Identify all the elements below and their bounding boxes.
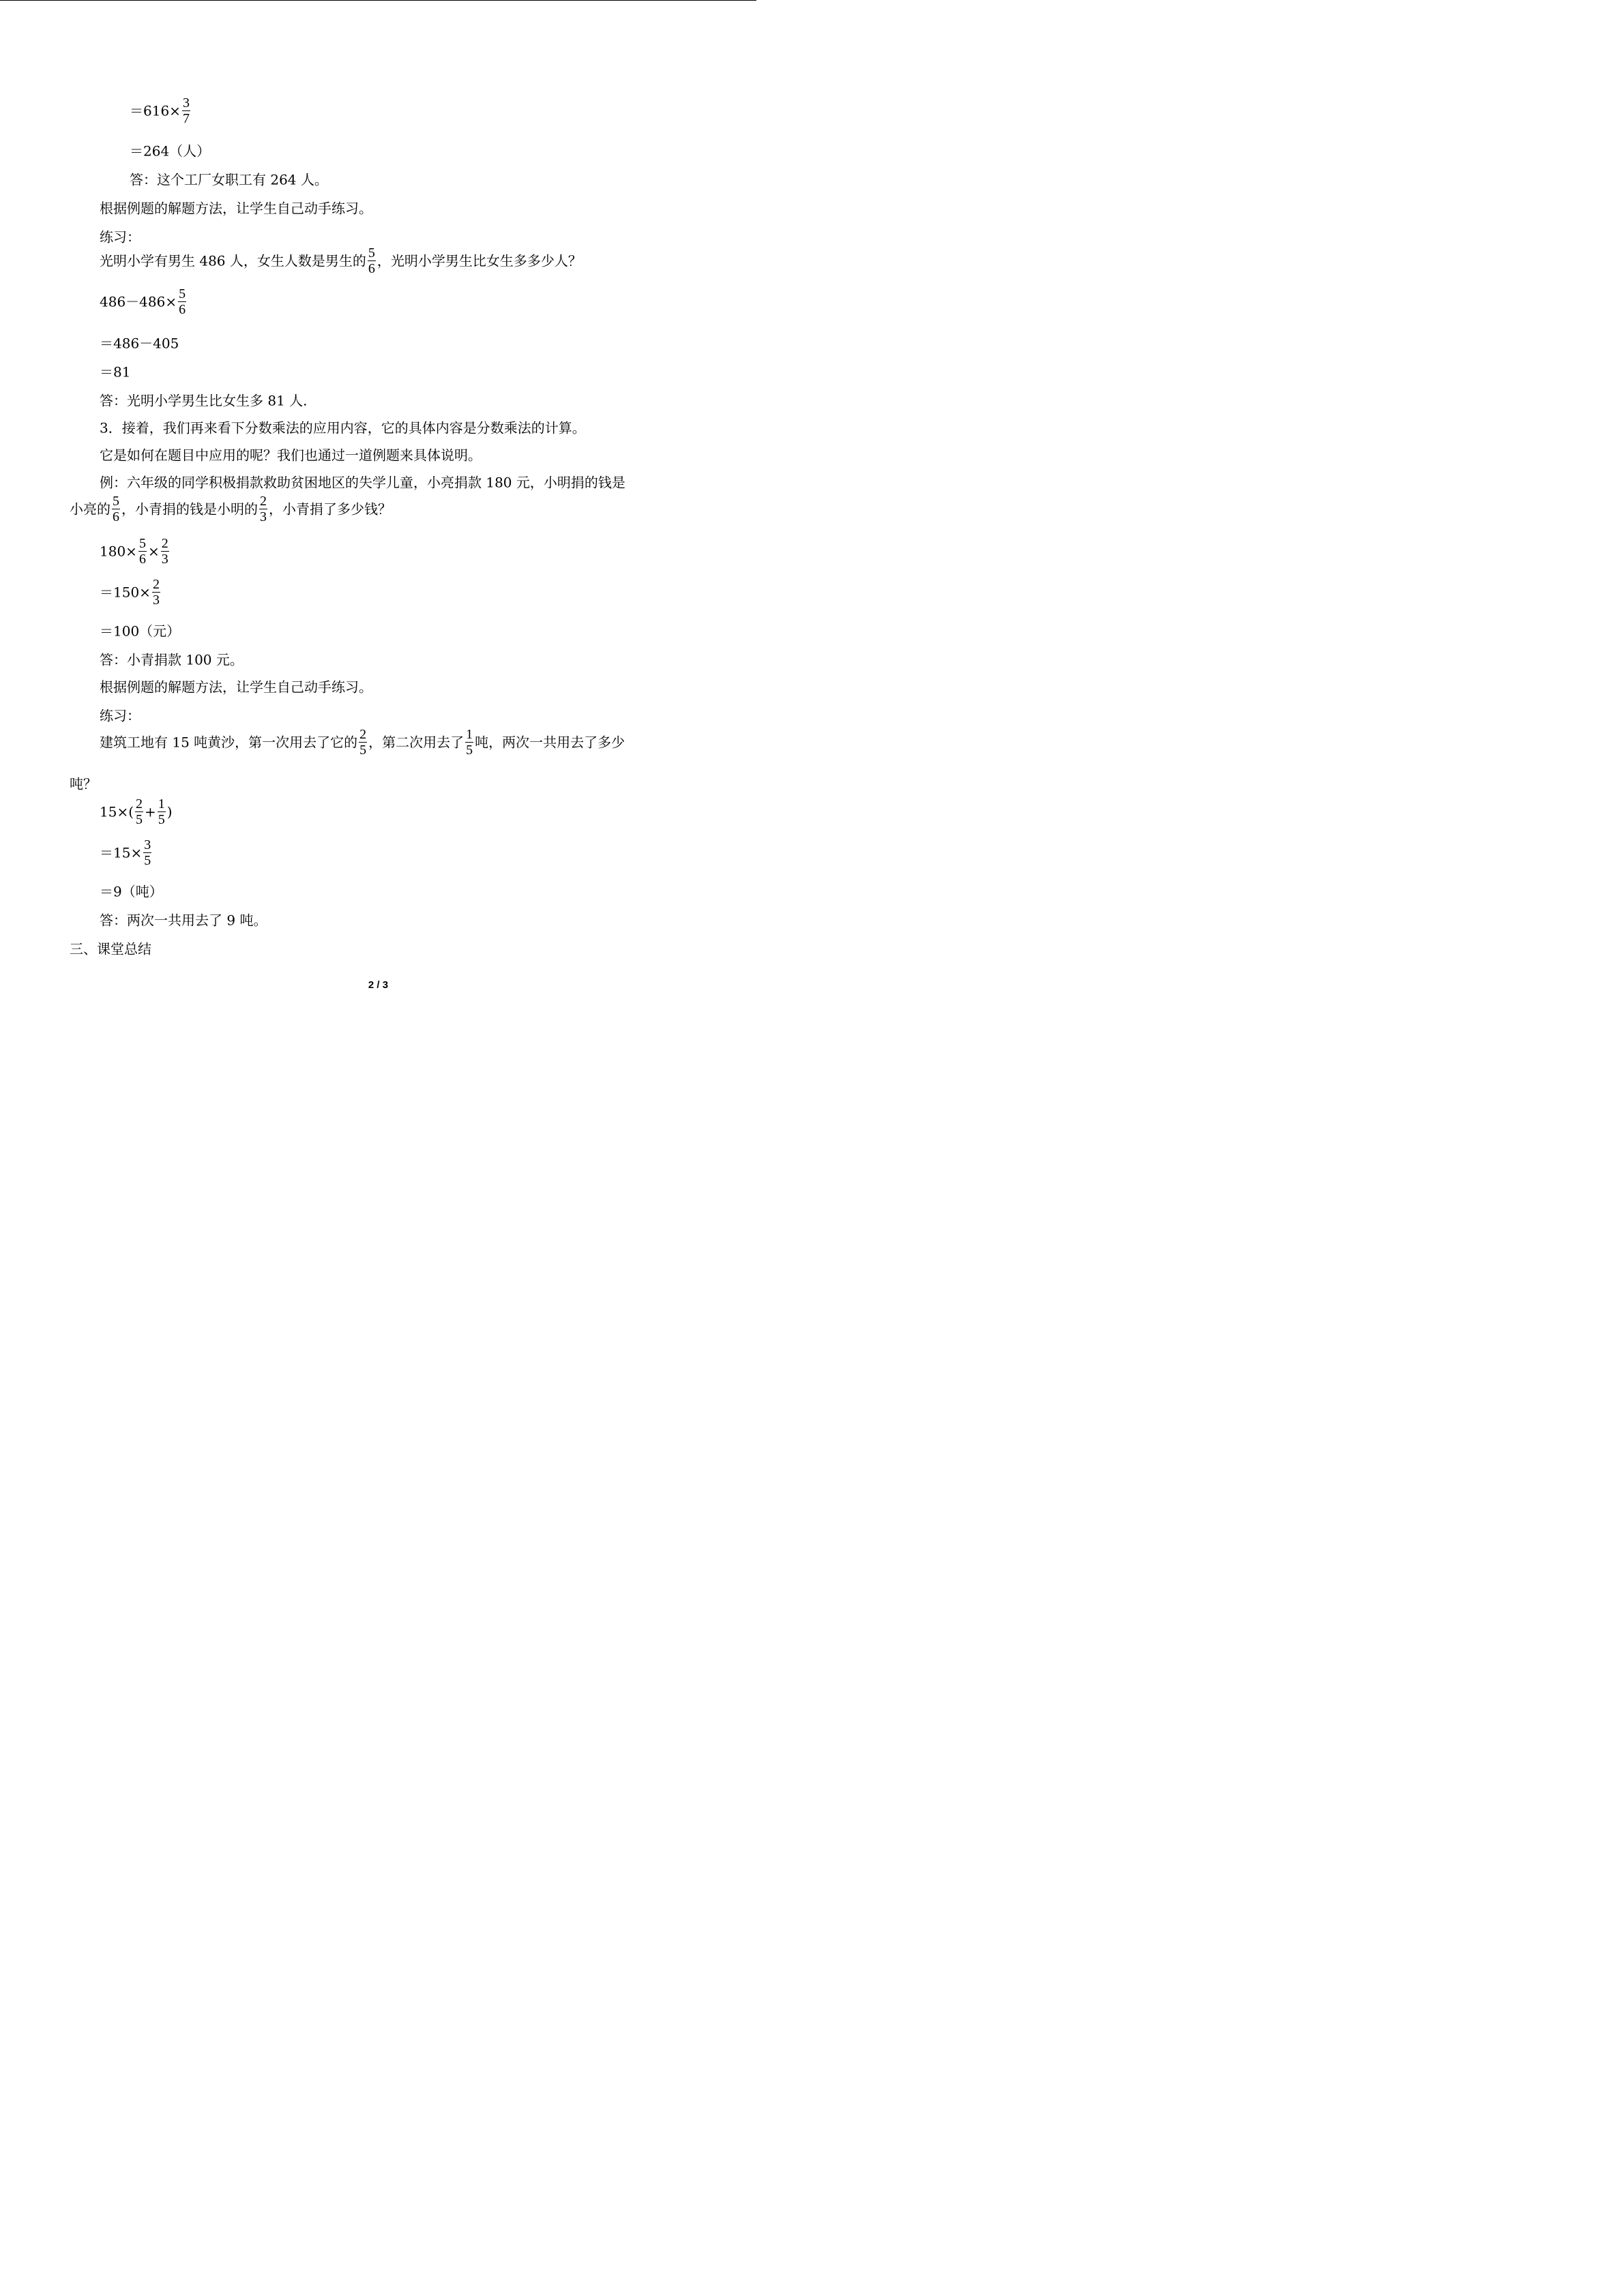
numerator: 1: [158, 796, 165, 811]
paragraph-text: 它是如何在题目中应用的呢？我们也通过一道例题来具体说明。: [100, 447, 482, 464]
section-label-text: 练习：: [100, 707, 141, 724]
question-text: 吨？: [70, 775, 97, 792]
paragraph-text: 根据例题的解题方法，让学生自己动手练习。: [100, 679, 372, 696]
fraction: [465, 727, 473, 758]
section-label-text: 练习：: [100, 228, 141, 245]
answer-text: 答：光明小学男生比女生多 81 人.: [100, 392, 308, 409]
denominator: 3: [260, 509, 267, 524]
answer-text: 答：小青捐款 100 元。: [100, 651, 243, 668]
equation-text: ＝9（吨）: [100, 883, 163, 900]
denominator: 6: [179, 302, 186, 317]
example-text: 小亮的: [70, 501, 110, 518]
denominator: 6: [368, 261, 375, 276]
fraction: [135, 796, 143, 827]
denominator: 3: [152, 593, 160, 608]
denominator: 5: [158, 812, 165, 827]
numerator: 5: [368, 245, 375, 260]
answer-line: [130, 170, 328, 188]
numerator: 2: [359, 727, 367, 742]
fraction: [112, 494, 120, 524]
denominator: 3: [161, 552, 168, 567]
fraction: [161, 536, 169, 567]
fraction: [359, 727, 367, 758]
equation-line: [130, 95, 192, 126]
numerator: 2: [260, 494, 267, 509]
example-text: 例：六年级的同学积极捐款救助贫困地区的失学儿童，小亮捐款 180 元，小明捐的钱是: [100, 474, 625, 491]
answer-line: [100, 911, 267, 929]
denominator: 7: [182, 111, 190, 126]
example-text: ，小青捐了多少钱？: [269, 501, 392, 518]
equation-text: ×: [147, 543, 160, 560]
answer-line: [100, 651, 243, 668]
numerator: 5: [138, 536, 146, 551]
equation-text: ): [166, 803, 173, 820]
denominator: 6: [138, 552, 146, 567]
fraction: [368, 245, 376, 276]
equation-line: [100, 536, 171, 567]
equation-text: ＝264（人）: [130, 143, 211, 160]
page-top-border: [0, 0, 756, 1]
equation-line: [100, 363, 130, 381]
paragraph: [100, 199, 372, 217]
numerator: 2: [152, 577, 160, 592]
equation-text: ＝100（元）: [100, 623, 181, 640]
fraction: [182, 95, 190, 126]
question-text: ，光明小学男生比女生多多少人？: [377, 252, 582, 269]
question-line: [70, 775, 97, 792]
paragraph-text: 3．接着，我们再来看下分数乘法的应用内容，它的具体内容是分数乘法的计算。: [100, 419, 586, 436]
question-line: [100, 727, 625, 758]
answer-line: [100, 391, 308, 409]
numerator: 1: [466, 727, 473, 742]
question-text: ，第二次用去了: [368, 734, 464, 751]
equation-text: ＝486－405: [100, 335, 179, 352]
paragraph-text: 根据例题的解题方法，让学生自己动手练习。: [100, 200, 372, 217]
equation-line: [100, 837, 153, 868]
paragraph: [100, 419, 586, 436]
equation-line: [100, 622, 180, 640]
fraction: [143, 837, 151, 868]
equation-text: 180×: [100, 543, 137, 560]
denominator: 5: [359, 743, 367, 758]
numerator: 3: [144, 837, 151, 852]
question-text: 建筑工地有 15 吨黄沙，第一次用去了它的: [100, 734, 358, 751]
question-text: 吨，两次一共用去了多少: [475, 734, 625, 751]
fraction: [178, 286, 186, 317]
section-label: [100, 706, 141, 724]
question-text: 光明小学有男生 486 人，女生人数是男生的: [100, 252, 366, 269]
fraction: [138, 536, 147, 567]
example-line: [100, 473, 625, 491]
denominator: 6: [113, 509, 119, 524]
page-number: 2 / 3: [368, 979, 389, 991]
equation-text: 15×(: [100, 803, 134, 820]
question-line: [100, 245, 582, 276]
answer-text: 答：这个工厂女职工有 264 人。: [130, 171, 328, 188]
denominator: 5: [144, 853, 151, 868]
equation-line: [100, 882, 163, 900]
equation-text: +: [145, 803, 156, 820]
numerator: 2: [161, 536, 168, 551]
example-line: [70, 494, 392, 524]
equation-text: ＝81: [100, 363, 131, 381]
equation-line: [100, 796, 173, 827]
denominator: 5: [136, 812, 143, 827]
equation-line: [100, 577, 162, 608]
section-label: [100, 228, 141, 245]
equation-line: [100, 334, 179, 352]
paragraph: [100, 678, 372, 696]
fraction: [152, 577, 160, 608]
numerator: 5: [113, 494, 119, 509]
denominator: 5: [466, 743, 473, 758]
equation-text: 486－486×: [100, 293, 177, 310]
equation-text: ＝616×: [130, 102, 181, 119]
fraction: [158, 796, 166, 827]
numerator: 5: [179, 286, 186, 301]
equation-line: [100, 286, 188, 317]
numerator: 2: [136, 796, 143, 811]
section-heading: [70, 940, 151, 957]
paragraph: [100, 446, 482, 464]
section-heading-text: 三、课堂总结: [70, 940, 151, 957]
equation-text: ＝15×: [100, 844, 143, 861]
equation-line: [130, 142, 210, 160]
fraction: [259, 494, 267, 524]
numerator: 3: [182, 95, 190, 110]
equation-text: ＝150×: [100, 584, 151, 601]
answer-text: 答：两次一共用去了 9 吨。: [100, 912, 267, 929]
example-text: ，小青捐的钱是小明的: [121, 501, 258, 518]
